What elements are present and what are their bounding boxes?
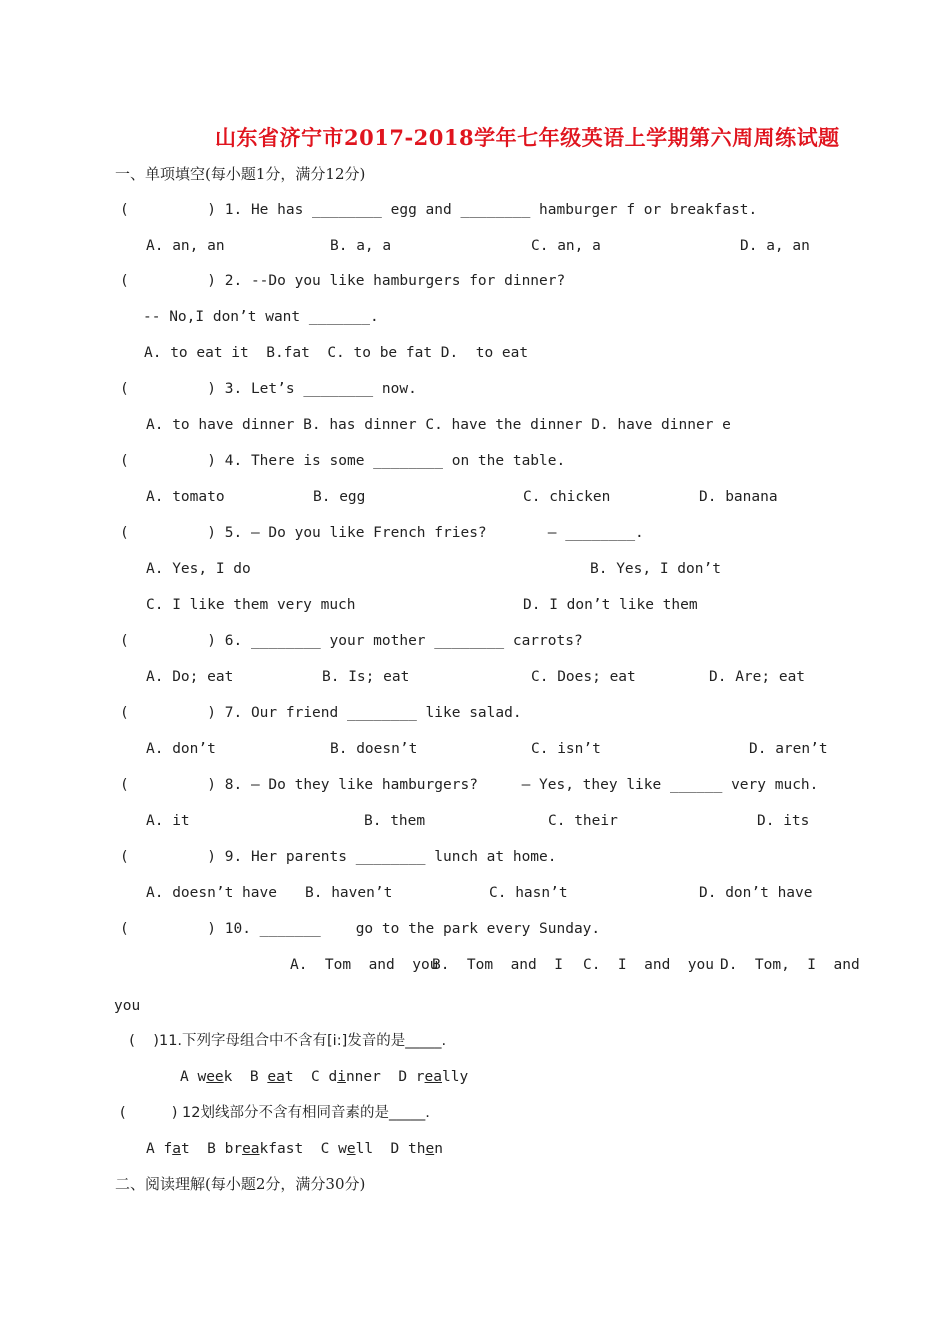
q10-option-c: C. I and you	[583, 957, 714, 973]
question-8-stem: ( ) 8. — Do they like hamburgers? — Yes, they like ______ very much.	[120, 777, 819, 793]
q11-a-underlined: ee	[206, 1069, 224, 1085]
q10-option-b: B. Tom and I	[432, 957, 563, 973]
q8-option-a: A. it	[146, 813, 190, 829]
question-1-stem: ( ) 1. He has ________ egg and ________ hamburger f or breakfast.	[120, 202, 758, 218]
q12-d-pre: D th	[390, 1141, 426, 1157]
q3-options: A. to have dinner B. has dinner C. have the dinner D. have dinner e	[146, 417, 731, 433]
q9-option-c: C. hasn’t	[489, 885, 568, 901]
q12-d-underlined: e	[425, 1141, 435, 1157]
question-2-stem: ( ) 2. --Do you like hamburgers for dinner?	[120, 273, 566, 289]
q6-option-a: A. Do; eat	[146, 669, 234, 685]
question-4-stem: ( ) 4. There is some ________ on the table.	[120, 453, 566, 469]
q10-option-d: D. Tom, I and	[720, 957, 860, 973]
question-2-reply: -- No,I don’t want _______.	[143, 309, 379, 325]
q7-option-a: A. don’t	[146, 741, 216, 757]
q8-option-d: D. its	[757, 813, 810, 829]
q12-a-post: t	[180, 1141, 190, 1157]
q4-option-d: D. banana	[699, 489, 778, 505]
question-11-stem: ( )11.下列字母组合中不含有[i:]发音的是_____.	[120, 1033, 447, 1049]
q2-options: A. to eat it B.fat C. to be fat D. to eat	[144, 345, 529, 361]
q11-c-pre: C d	[311, 1069, 338, 1085]
q12-options	[146, 1139, 443, 1159]
q5-option-d: D. I don’t like them	[523, 597, 698, 613]
q8-option-b: B. them	[364, 813, 426, 829]
q11-d-underlined: ea	[424, 1069, 443, 1085]
q12-b-underlined: ea	[242, 1141, 260, 1157]
q5-option-b: B. Yes, I don’t	[590, 561, 721, 577]
q11-b-underlined: ea	[267, 1069, 285, 1085]
q10-option-d-wrap: you	[114, 998, 141, 1014]
question-5-stem: ( ) 5. — Do you like French fries? — ________.	[120, 525, 644, 541]
q11-b-pre: B	[249, 1069, 268, 1085]
question-10-stem: ( ) 10. _______ go to the park every Sunday.	[120, 921, 601, 937]
q11-d-post: lly	[442, 1069, 469, 1085]
q1-option-d: D. a, an	[740, 238, 810, 254]
q8-option-c: C. their	[548, 813, 618, 829]
q7-option-c: C. isn’t	[531, 741, 601, 757]
q11-a-pre: A w	[180, 1069, 207, 1085]
q9-option-b: B. haven’t	[305, 885, 393, 901]
q12-a-underlined: a	[172, 1141, 181, 1157]
q12-c-underlined: e	[346, 1141, 356, 1157]
q6-option-d: D. Are; eat	[709, 669, 806, 685]
q4-option-b: B. egg	[313, 489, 366, 505]
section-heading-1: 一、单项填空(每小题1分，满分12分)	[115, 165, 366, 183]
q7-option-b: B. doesn’t	[330, 741, 418, 757]
q4-option-c: C. chicken	[523, 489, 611, 505]
q12-b-post: kfast	[259, 1141, 304, 1157]
q1-option-a: A. an, an	[146, 238, 225, 254]
section-heading-2: 二、阅读理解(每小题2分，满分30分)	[115, 1175, 366, 1193]
q6-option-c: C. Does; eat	[531, 669, 636, 685]
question-7-stem: ( ) 7. Our friend ________ like salad.	[120, 705, 522, 721]
q11-c-underlined: i	[337, 1069, 346, 1085]
q7-option-d: D. aren’t	[749, 741, 828, 757]
question-3-stem: ( ) 3. Let’s ________ now.	[120, 381, 417, 397]
question-12-stem: ( ) 12划线部分不含有相同音素的是_____.	[120, 1105, 430, 1121]
q12-c-post: ll	[355, 1141, 374, 1157]
q11-c-post: nner	[345, 1069, 381, 1085]
q11-options	[180, 1067, 468, 1087]
q1-option-b: B. a, a	[330, 238, 392, 254]
q1-option-c: C. an, a	[531, 238, 601, 254]
q4-option-a: A. tomato	[146, 489, 225, 505]
q11-b-post: t	[284, 1069, 294, 1085]
question-6-stem: ( ) 6. ________ your mother ________ carrots?	[120, 633, 583, 649]
q9-option-a: A. doesn’t have	[146, 885, 277, 901]
question-9-stem: ( ) 9. Her parents ________ lunch at home.	[120, 849, 557, 865]
q12-d-post: n	[434, 1141, 443, 1157]
q11-a-post: k	[223, 1069, 233, 1085]
q6-option-b: B. Is; eat	[322, 669, 410, 685]
q12-b-pre: B br	[207, 1141, 243, 1157]
page-title: 山东省济宁市2017-2018学年七年级英语上学期第六周周练试题	[215, 125, 840, 150]
q12-c-pre: C w	[320, 1141, 347, 1157]
q5-option-a: A. Yes, I do	[146, 561, 251, 577]
q5-option-c: C. I like them very much	[146, 597, 356, 613]
q9-option-d: D. don’t have	[699, 885, 813, 901]
q12-a-pre: A f	[146, 1141, 173, 1157]
q11-d-pre: D r	[398, 1069, 425, 1085]
q10-option-a: A. Tom and you	[290, 957, 439, 973]
